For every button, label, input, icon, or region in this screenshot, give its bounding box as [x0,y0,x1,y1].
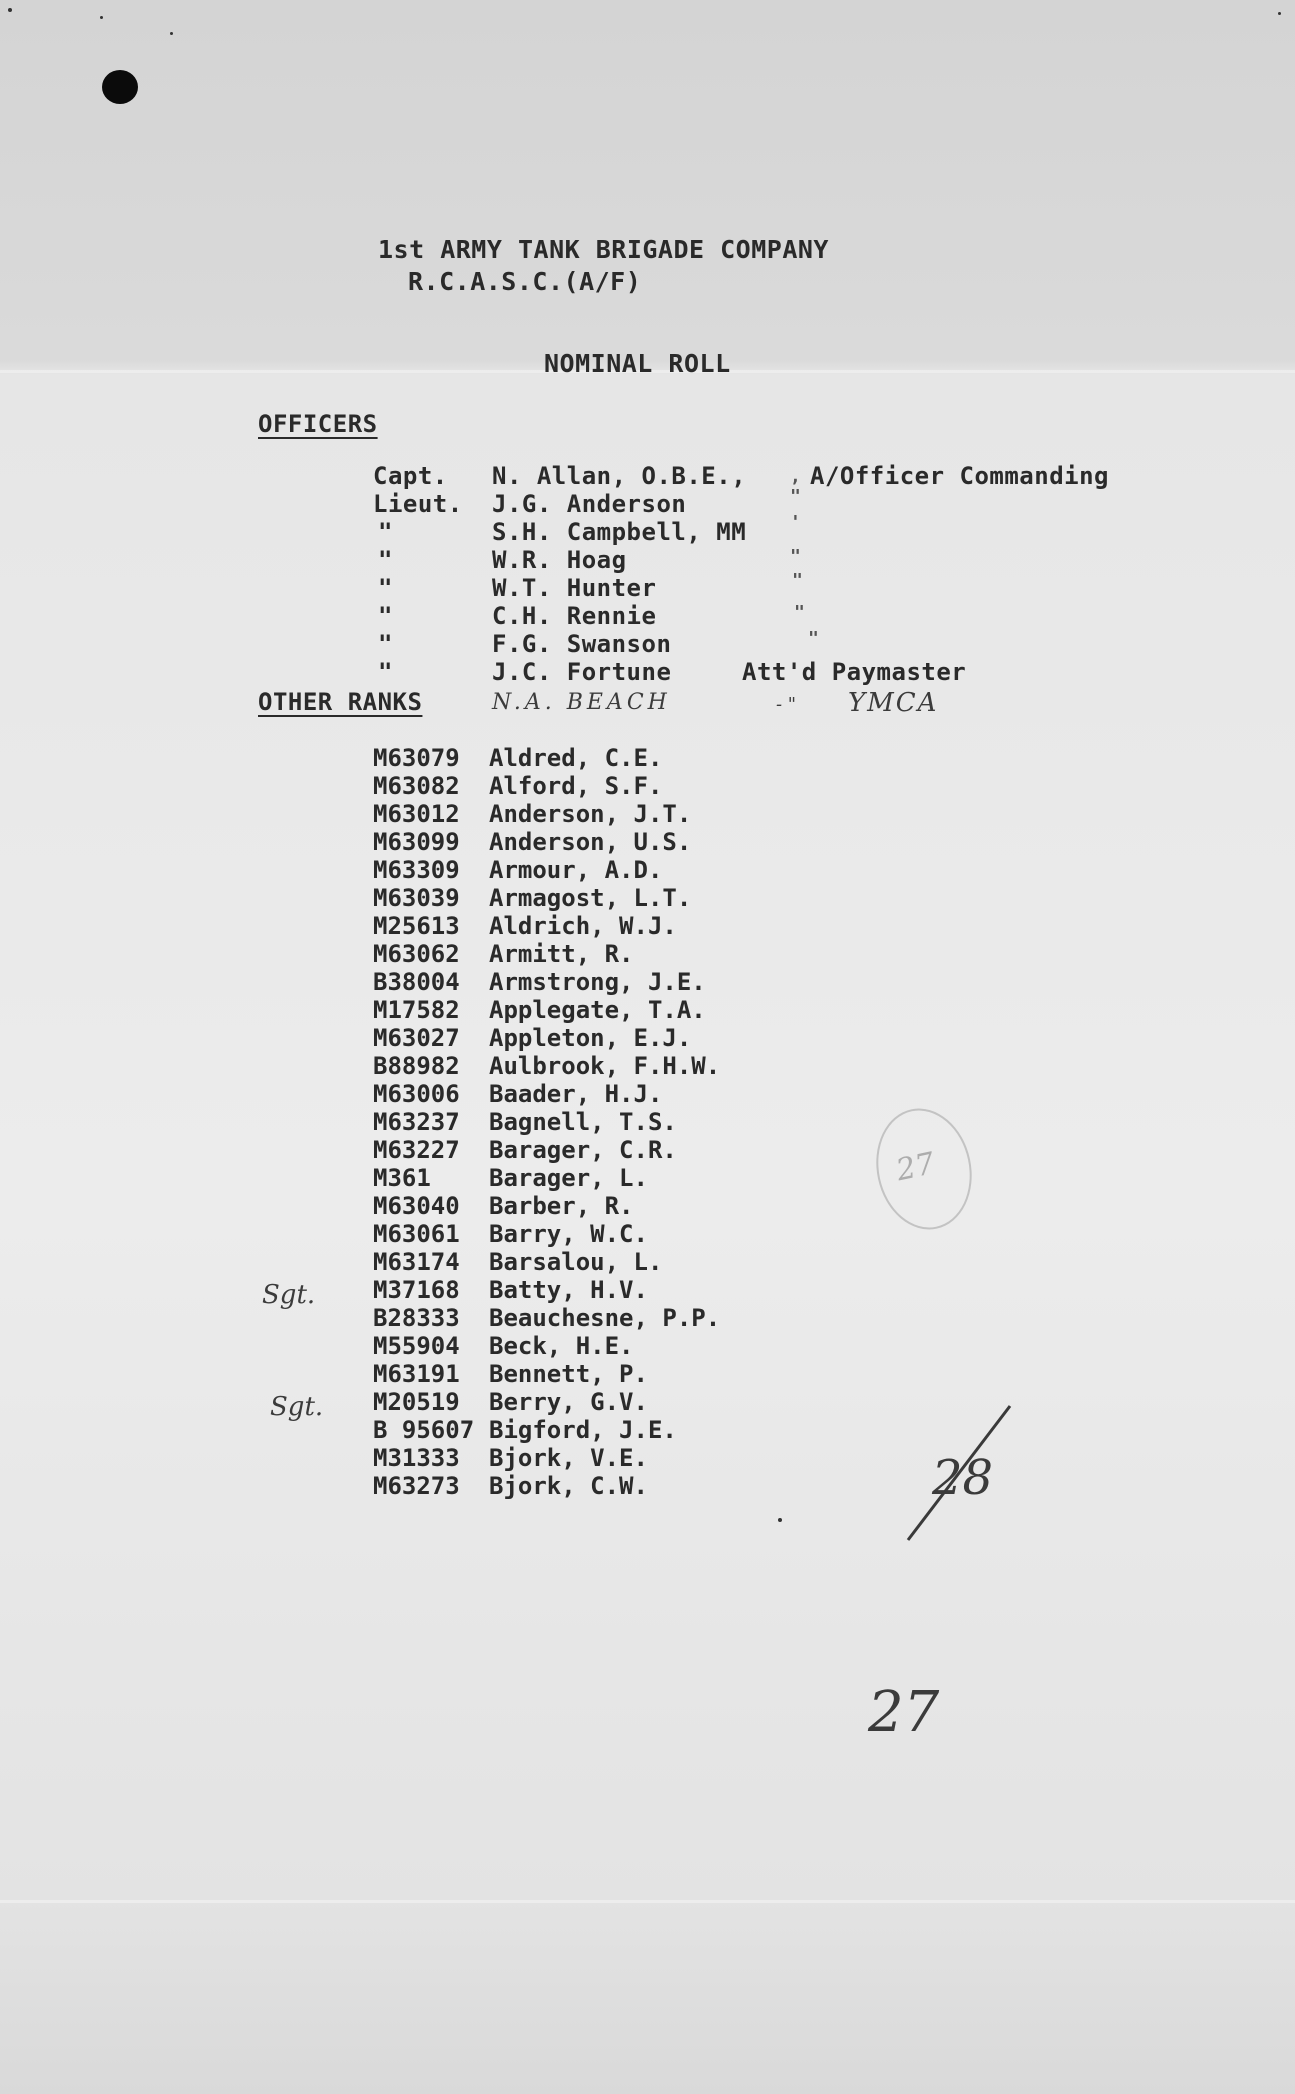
ditto-mark: , [790,466,801,487]
service-number: M63273 [373,1472,460,1500]
list-item [373,1192,634,1220]
list-item [373,968,706,996]
service-number: B28333 [373,1304,460,1332]
roll-title: NOMINAL ROLL [544,349,731,378]
soldier-name: Anderson, U.S. [489,828,692,856]
list-item [373,1136,677,1164]
ditto-mark: - " [776,694,797,715]
list-item [373,1472,648,1500]
soldier-name: Aldred, C.E. [489,744,663,772]
service-number: M63006 [373,1080,460,1108]
service-number: B 95607 [373,1416,475,1444]
page-number: 27 [868,1680,940,1745]
ditto-mark: " [792,570,803,591]
soldier-name: Baader, H.J. [489,1080,663,1108]
list-item [373,912,677,940]
service-number: M63061 [373,1220,460,1248]
soldier-name: Bagnell, T.S. [489,1108,677,1136]
speck [1278,12,1281,15]
list-item [373,1360,648,1388]
ditto-mark: ' [790,512,801,533]
officer-rank: " [378,574,393,602]
list-item [373,800,691,828]
service-number: M63082 [373,772,460,800]
service-number: M37168 [373,1276,460,1304]
faint-stamp [865,1100,982,1239]
service-number: M17582 [373,996,460,1024]
list-item [373,1024,691,1052]
service-number: M63099 [373,828,460,856]
soldier-name: Bigford, J.E. [489,1416,677,1444]
speck [778,1518,782,1522]
officer-rank: " [378,658,393,686]
service-number: M63012 [373,800,460,828]
list-item [373,1444,648,1472]
list-item [373,828,691,856]
officer-name: J.G. Anderson [492,490,687,518]
service-number: M63062 [373,940,460,968]
officer-rank: " [378,602,393,630]
soldier-name: Batty, H.V. [489,1276,648,1304]
soldier-name: Applegate, T.A. [489,996,706,1024]
officer-name: S.H. Campbell, MM [492,518,747,546]
strike-mark [900,1400,1040,1550]
list-item [373,1248,662,1276]
speck [8,8,12,12]
soldier-name: Armagost, L.T. [489,884,692,912]
soldier-name: Bennett, P. [489,1360,648,1388]
list-item [373,744,662,772]
handwritten-name: N.A. BEACH [492,690,671,715]
service-number: M55904 [373,1332,460,1360]
service-number: M63309 [373,856,460,884]
service-number: B38004 [373,968,460,996]
soldier-name: Barsalou, L. [489,1248,663,1276]
soldier-name: Aulbrook, F.H.W. [489,1052,721,1080]
service-number: M63079 [373,744,460,772]
list-item [373,1220,648,1248]
soldier-name: Barry, W.C. [489,1220,648,1248]
soldier-name: Aldrich, W.J. [489,912,677,940]
list-item [373,772,662,800]
officer-rank: " [378,518,393,546]
service-number: M63227 [373,1136,460,1164]
service-number: M20519 [373,1388,460,1416]
soldier-name: Barager, C.R. [489,1136,677,1164]
list-item [373,856,662,884]
list-item [373,884,691,912]
list-item [373,1108,677,1136]
officer-note: Att'd Paymaster [742,658,967,686]
soldier-name: Alford, S.F. [489,772,663,800]
list-item [373,1052,720,1080]
scan-band [0,1900,1295,1903]
list-item [373,1332,634,1360]
officer-rank: Capt. [373,462,448,490]
soldier-name: Appleton, E.J. [489,1024,692,1052]
service-number: M63174 [373,1248,460,1276]
unit-subtitle: R.C.A.S.C.(A/F) [408,267,642,296]
officer-name: C.H. Rennie [492,602,657,630]
service-number: B88982 [373,1052,460,1080]
soldier-name: Bjork, V.E. [489,1444,648,1472]
officer-name: W.T. Hunter [492,574,657,602]
list-item [373,1080,662,1108]
service-number: M63039 [373,884,460,912]
list-item [373,1304,720,1332]
soldier-name: Armstrong, J.E. [489,968,706,996]
service-number: M63040 [373,1192,460,1220]
officers-heading: OFFICERS [258,410,378,438]
ditto-mark: " [790,546,801,567]
soldier-name: Anderson, J.T. [489,800,692,828]
service-number: M361 [373,1164,431,1192]
ditto-mark: " [790,486,801,507]
crossed-number: 28 [932,1450,994,1506]
soldier-name: Armitt, R. [489,940,634,968]
officer-name: F.G. Swanson [492,630,672,658]
margin-note-rank: Sgt. [262,1280,316,1310]
soldier-name: Barber, R. [489,1192,634,1220]
speck [100,16,103,19]
list-item [373,1416,677,1444]
soldier-name: Bjork, C.W. [489,1472,648,1500]
officer-rank: " [378,546,393,574]
other-ranks-heading: OTHER RANKS [258,688,423,716]
list-item [373,1276,648,1304]
soldier-name: Beauchesne, P.P. [489,1304,721,1332]
service-number: M31333 [373,1444,460,1472]
officer-note: A/Officer Commanding [810,462,1109,490]
soldier-name: Armour, A.D. [489,856,663,884]
officer-name: N. Allan, O.B.E., [492,462,747,490]
list-item [373,940,634,968]
unit-title: 1st ARMY TANK BRIGADE COMPANY [378,235,829,264]
margin-note-rank: Sgt. [270,1392,324,1422]
service-number: M25613 [373,912,460,940]
service-number: M63191 [373,1360,460,1388]
list-item [373,1388,648,1416]
ditto-mark: " [808,628,819,649]
service-number: M63237 [373,1108,460,1136]
punch-hole [102,70,138,104]
soldier-name: Berry, G.V. [489,1388,648,1416]
officer-rank: Lieut. [373,490,463,518]
list-item [373,1164,648,1192]
speck [170,32,173,35]
stamp-number: 27 [893,1146,938,1189]
officer-name: W.R. Hoag [492,546,627,574]
list-item [373,996,706,1024]
service-number: M63027 [373,1024,460,1052]
soldier-name: Beck, H.E. [489,1332,634,1360]
ditto-mark: " [794,602,805,623]
officer-name: J.C. Fortune [492,658,672,686]
officer-rank: " [378,630,393,658]
handwritten-note: YMCA [848,688,939,718]
soldier-name: Barager, L. [489,1164,648,1192]
